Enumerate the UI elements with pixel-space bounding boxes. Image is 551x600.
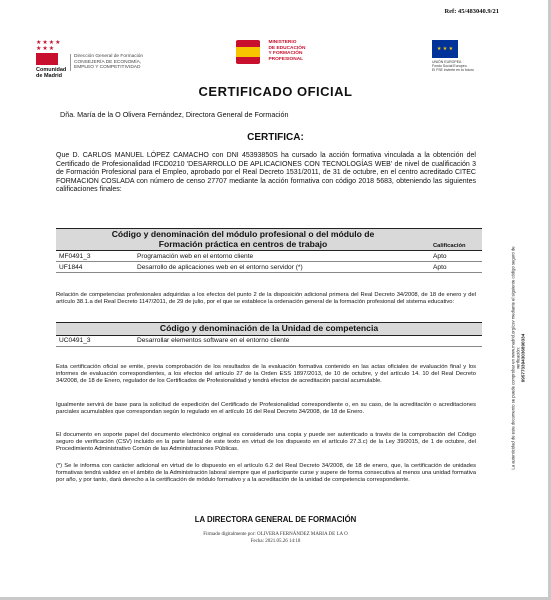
eu-stars-icon: ★ ★ ★ bbox=[432, 40, 458, 58]
page-title: CERTIFICADO OFICIAL bbox=[198, 84, 353, 99]
signature-title: LA DIRECTORA GENERAL DE FORMACIÓN bbox=[194, 515, 357, 524]
signed-by: Firmado digitalmente por: OLIVERA FERNÁNDEZ MARIA DE LA O bbox=[203, 532, 348, 537]
dg-line-1: Dirección General de Formación bbox=[74, 54, 144, 59]
issuer-line: Dña. María de la O Olivera Fernández, Directora General de Formación bbox=[60, 110, 289, 119]
modules-header bbox=[56, 229, 430, 251]
modules-header-row bbox=[56, 229, 482, 251]
units-header-row bbox=[56, 323, 482, 336]
madrid-flag-icon bbox=[36, 53, 58, 65]
modules-header-line1: Código y denominación del módulo profesional o del módulo de bbox=[111, 229, 375, 239]
accreditation-paragraph: Igualmente servirá de base para la solicitud de expedición del Certificado de Profesionalidad correspondiente o, en su caso, de la acreditación o acreditaciones parciales acumulables que correspondan según lo regulado en el artículo 16 del Real Decreto 34/2008, de 18 de Enero. bbox=[56, 402, 476, 416]
spain-shield-icon bbox=[236, 40, 260, 64]
module-name: Programación web en el entorno cliente bbox=[134, 251, 430, 262]
units-header: Código y denominación de la Unidad de competencia bbox=[56, 323, 482, 336]
eu-line-1: UNIÓN EUROPEA bbox=[432, 60, 462, 64]
unit-code: UC0491_3 bbox=[56, 335, 134, 346]
stars-icon: ★★★★ ★★★ bbox=[36, 40, 62, 52]
dg-line-2: CONSEJERÍA DE ECONOMÍA, bbox=[74, 59, 142, 65]
reference-number: Ref: 45/483040.9/21 bbox=[444, 8, 499, 15]
modules-header-line2: Formación práctica en centros de trabajo bbox=[158, 238, 328, 249]
module-name: Desarrollo de aplicaciones web en el entorno servidor (*) bbox=[134, 262, 430, 273]
validity-paragraph: Esta certificación oficial se emite, previa comprobación de los resultados de la evaluación formativa contenido en las actas oficiales de evaluación final y los informes de evaluación correspondientes, a los efectos del artículo 27 de la Orden ESS 1897/2013, de 10 de octubre, y del artículo 14. 10 del Real Decreto 34/2008, de 18 de Enero, regulador de los Certificados de Profesionalidad y tendrá efectos de acreditación parcial acumulable. bbox=[56, 364, 476, 385]
ministry-text bbox=[268, 40, 328, 62]
units-table bbox=[56, 322, 482, 347]
grade-header: Calificación bbox=[430, 229, 482, 251]
madrid-line2: de Madrid bbox=[36, 73, 62, 79]
module-grade: Apto bbox=[430, 251, 482, 262]
intro-paragraph: Que D. CARLOS MANUEL LÓPEZ CAMACHO con DNI 45393850S ha cursado la acción formativa vinculada a la obtención del Certificado de Profesionalidad IFCD0210 'DESARROLLO DE APLICACIONES CON TECNOLOGÍAS WEB' de nivel de cualificación 3 de Formación Profesional para el Empleo, aprobado por el Real Decreto 1531/2011, de 31 de octubre, en el centro acreditado CITEC FORMACION COSLADA con número de censo 27707 mediante la acción formativa con código 2018 5683, obteniendo las siguientes calificaciones finales: bbox=[56, 152, 476, 194]
module-code: MF0491_3 bbox=[56, 251, 134, 262]
eu-line-2: Fondo Social Europeo bbox=[432, 64, 467, 68]
relation-paragraph: Relación de competencias profesionales adquiridas a los efectos del punto 2 de la disposición adicional primera del Real Decreto 34/2008, de 18 de enero y del artículo 38.1.a del Real Decreto 1147/2011, de 29 de julio, por el que se establece la ordenación general de la formación profesional del sistema educativo: bbox=[56, 292, 476, 306]
madrid-line1: Comunidad bbox=[36, 67, 67, 73]
table-row bbox=[56, 335, 482, 346]
footnote-paragraph: (*) Se le informa con carácter adicional en virtud de lo dispuesto en el artículo 6.2 del Real Decreto 34/2008, de 18 de enero, que, la certificación de unidades formativas tendrá validez en el ámbito de la Administración laboral siempre que el participante curse y supere de forma consecutiva al menos una unidad formativa por año, y por tanto, dará derecho a la certificación de módulo formativo y a la acreditación de la unidad de competencia correspondiente. bbox=[56, 463, 476, 484]
unit-name: Desarrollar elementos software en el entorno cliente bbox=[134, 335, 482, 346]
table-row bbox=[56, 251, 482, 262]
table-row bbox=[56, 262, 482, 273]
ministry-line-3: Y FORMACIÓN PROFESIONAL bbox=[268, 51, 304, 62]
csv-notice: La autenticidad de este documento se puede comprobar en www.madrid.org/csv mediante el siguiente código seguro de verificación: bbox=[510, 246, 521, 470]
csv-side-strip bbox=[498, 238, 538, 478]
eu-line-3: El FSE invierte en tu futuro bbox=[432, 68, 474, 72]
dg-line-3: EMPLEO Y COMPETITIVIDAD bbox=[74, 65, 141, 70]
eu-logo bbox=[432, 40, 492, 72]
module-code: UF1844 bbox=[56, 262, 134, 273]
dg-formacion-label bbox=[70, 54, 143, 71]
csv-side-text bbox=[511, 238, 526, 478]
ministry-logo bbox=[236, 40, 328, 64]
csv-paragraph: El documento en soporte papel del documento electrónico original es considerado una copia y puede ser autenticado a través de la comprobación del Código seguro de verificación (CSV) incluido en la parte lateral de este texto en virtud de los dispuesto en el artículo 27.3.c) de la Ley 39/2015, de 1 de octubre, del Procedimiento Administrativo Común de las Administraciones Públicas. bbox=[56, 432, 476, 453]
module-grade: Apto bbox=[430, 262, 482, 273]
ministry-line-1: MINISTERIO bbox=[268, 40, 297, 45]
letterhead bbox=[0, 34, 551, 78]
certifica-heading: CERTIFICA: bbox=[247, 132, 304, 143]
signed-date: Fecha: 2021.05.26 14:18 bbox=[250, 539, 301, 544]
modules-table bbox=[56, 228, 482, 273]
eu-text bbox=[432, 60, 492, 72]
ministry-line-2: DE EDUCACIÓN bbox=[268, 45, 306, 51]
csv-code[interactable]: 0957733943036890334 bbox=[520, 333, 526, 383]
